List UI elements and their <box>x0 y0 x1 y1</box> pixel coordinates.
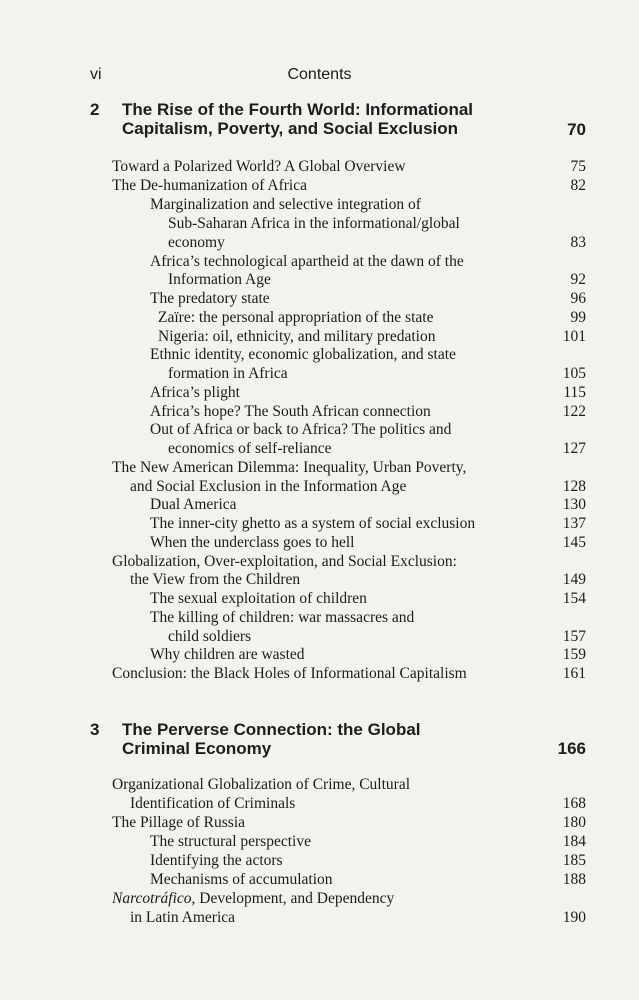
toc-page-number: 130 <box>562 496 586 513</box>
chapter-page: 166 <box>557 739 586 758</box>
toc-page-number: 161 <box>562 665 586 682</box>
toc-entry[interactable]: Organizational Globalization of Crime, Cultural <box>112 776 411 793</box>
toc-page-number: 137 <box>562 515 586 532</box>
toc-entry-continuation[interactable]: Identification of Criminals <box>130 795 296 812</box>
toc-page-number: 105 <box>562 365 586 382</box>
toc-page-number: 188 <box>562 871 586 888</box>
toc-entry[interactable]: Africa’s hope? The South African connection <box>150 403 431 420</box>
toc-entry-continuation[interactable]: the View from the Children <box>130 571 301 588</box>
toc-entry[interactable]: Dual America <box>150 496 237 513</box>
toc-page-number: 154 <box>562 590 586 607</box>
toc-entry[interactable]: The structural perspective <box>150 833 311 850</box>
chapter-heading <box>90 100 586 140</box>
toc-page-number: 128 <box>562 478 586 495</box>
toc-entry-continuation[interactable]: Sub-Saharan Africa in the informational/global <box>168 215 460 232</box>
toc-page-number: 185 <box>562 852 586 869</box>
toc-entry[interactable]: When the underclass goes to hell <box>150 534 355 551</box>
toc-page-number: 96 <box>570 290 586 307</box>
toc-entry[interactable] <box>112 890 394 909</box>
toc-entry-continuation[interactable]: economy <box>168 234 225 251</box>
toc-page-number: 115 <box>563 384 586 401</box>
toc-page-number: 184 <box>562 833 586 850</box>
toc-entry[interactable]: The De-humanization of Africa <box>112 177 307 194</box>
toc-entry[interactable]: Ethnic identity, economic globalization, and state <box>150 346 456 363</box>
toc-entry[interactable]: The sexual exploitation of children <box>150 590 367 607</box>
toc-page-number: 168 <box>562 795 586 812</box>
toc-entry[interactable]: Identifying the actors <box>150 852 283 869</box>
toc-entry-continuation[interactable]: economics of self-reliance <box>168 440 332 457</box>
toc-entry[interactable]: The inner-city ghetto as a system of social exclusion <box>150 515 476 532</box>
toc-entry[interactable]: The New American Dilemma: Inequality, Urban Poverty, <box>112 459 467 476</box>
toc-page-number: 83 <box>570 234 586 251</box>
toc-entry[interactable]: Mechanisms of accumulation <box>150 871 333 888</box>
toc-entry-continuation[interactable]: in Latin America <box>130 909 236 926</box>
chapter-page: 70 <box>567 120 586 139</box>
toc-page-number: 149 <box>562 571 586 588</box>
toc-page-number: 122 <box>562 403 586 420</box>
toc-page-number: 99 <box>570 309 586 326</box>
toc-entry-continuation[interactable]: and Social Exclusion in the Information Age <box>130 478 407 495</box>
toc-entry[interactable]: Out of Africa or back to Africa? The politics and <box>150 421 452 438</box>
toc-entry[interactable]: Zaïre: the personal appropriation of the state <box>158 309 434 326</box>
chapter-number: 2 <box>90 100 100 119</box>
toc-entry-continuation[interactable]: Information Age <box>168 271 271 288</box>
toc-entry[interactable]: The killing of children: war massacres and <box>150 609 415 626</box>
toc-page-number: 127 <box>562 440 586 457</box>
toc-entry[interactable]: Toward a Polarized World? A Global Overview <box>112 158 406 175</box>
toc-entry-italic: Narcotráfico <box>112 890 192 907</box>
toc-page-number: 92 <box>570 271 586 288</box>
running-head: Contents <box>287 66 352 83</box>
toc-entry[interactable]: Marginalization and selective integration of <box>150 196 421 213</box>
toc-entry-text: , Development, and Dependency <box>191 890 395 907</box>
toc-entry-continuation[interactable]: child soldiers <box>168 628 252 645</box>
toc-page-number: 159 <box>562 646 586 663</box>
chapter-heading <box>90 720 586 760</box>
toc-page-number: 101 <box>562 328 586 345</box>
chapter-title: The Rise of the Fourth World: Informational Capitalism, Poverty, and Social Exclusion <box>122 100 474 138</box>
toc-entry-continuation[interactable]: formation in Africa <box>168 365 288 382</box>
toc-entry[interactable]: Africa’s plight <box>150 384 240 401</box>
toc-entry[interactable]: Globalization, Over-exploitation, and Social Exclusion: <box>112 553 457 570</box>
toc-page-number: 145 <box>562 534 586 551</box>
toc-entry[interactable]: Conclusion: the Black Holes of Informational Capitalism <box>112 665 467 682</box>
chapter-number: 3 <box>90 720 100 739</box>
toc-entry[interactable]: Africa’s technological apartheid at the dawn of the <box>150 253 464 270</box>
page-number: vi <box>90 66 102 83</box>
chapter-title: The Perverse Connection: the Global Criminal Economy <box>122 720 421 758</box>
toc-entry[interactable]: The Pillage of Russia <box>112 814 246 831</box>
toc-page-number: 180 <box>562 814 586 831</box>
toc-page-number: 75 <box>570 158 586 175</box>
toc-page-number: 82 <box>570 177 586 194</box>
toc-page-number: 190 <box>562 909 586 926</box>
toc-entry[interactable]: Why children are wasted <box>150 646 305 663</box>
toc-page-number: 157 <box>562 628 586 645</box>
toc-entry[interactable]: Nigeria: oil, ethnicity, and military predation <box>158 328 436 345</box>
toc-entry[interactable]: The predatory state <box>150 290 270 307</box>
